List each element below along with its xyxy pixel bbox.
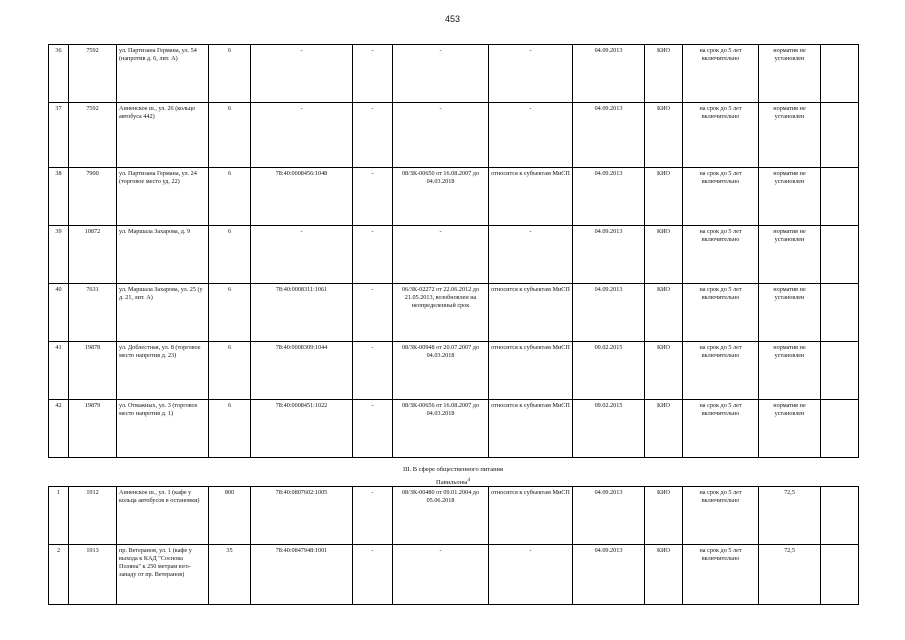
cell-id: 1912 [69, 487, 117, 545]
cell-area: 6 [209, 400, 251, 458]
cell-area: 35 [209, 545, 251, 605]
cell-norm: норматив не установлен [759, 400, 821, 458]
cell-extra [821, 342, 859, 400]
cell-num: 36 [49, 45, 69, 103]
cell-address: Анненское ш., ул. 1 (кафе у кольца автобусов в остановки) [117, 487, 209, 545]
table-row [49, 545, 859, 605]
cell-norm: норматив не установлен [759, 226, 821, 284]
cell-term: на срок до 5 лет включительно [683, 226, 759, 284]
cell-id: 7631 [69, 284, 117, 342]
cell-area: 6 [209, 226, 251, 284]
cell-contract: 08/ЗК-00650 от 16.08.2007 до 04.03.2018 [393, 168, 489, 226]
cell-type: КИО [645, 284, 683, 342]
cell-col6: - [353, 342, 393, 400]
cell-col6: - [353, 400, 393, 458]
cell-num: 39 [49, 226, 69, 284]
cell-date: 09.02.2015 [573, 400, 645, 458]
cell-date: 04.09.2013 [573, 45, 645, 103]
cell-term: на срок до 5 лет включительно [683, 487, 759, 545]
table-row [49, 45, 859, 103]
cell-num: 1 [49, 487, 69, 545]
cell-type: КИО [645, 400, 683, 458]
cell-contract: - [393, 545, 489, 605]
cell-term: на срок до 5 лет включительно [683, 45, 759, 103]
table-row [49, 284, 859, 342]
cell-status: относится к субъектам МиСП [489, 168, 573, 226]
cell-address: ул. Партизана Германа, ул. 54 (напротив д. 6, лит. А) [117, 45, 209, 103]
cell-contract: 08/ЗК-00656 от 16.08.2007 до 04.03.2018 [393, 400, 489, 458]
registry-table-bottom [48, 486, 859, 605]
cell-status: относится к субъектам МиСП [489, 487, 573, 545]
table-row [49, 168, 859, 226]
cell-contract: 08/ЗК-00948 от 20.07.2007 до 04.03.2018 [393, 342, 489, 400]
cell-extra [821, 226, 859, 284]
cell-type: КИО [645, 342, 683, 400]
cell-area: 6 [209, 284, 251, 342]
cell-address: ул. Доблестная, ул. 8 (торговое место напротив д. 23) [117, 342, 209, 400]
cell-term: на срок до 5 лет включительно [683, 400, 759, 458]
cell-id: 19878 [69, 342, 117, 400]
cell-date: 04.09.2013 [573, 545, 645, 605]
cell-status: - [489, 45, 573, 103]
cell-col6: - [353, 45, 393, 103]
cell-address: ул. Партизана Германа, ул. 24 (торговое место уд. 22) [117, 168, 209, 226]
cell-type: КИО [645, 545, 683, 605]
cell-area: 6 [209, 342, 251, 400]
cell-id: 7592 [69, 103, 117, 168]
cell-type: КИО [645, 226, 683, 284]
cell-num: 2 [49, 545, 69, 605]
cell-extra [821, 45, 859, 103]
cell-contract: - [393, 45, 489, 103]
cell-contract: 08/ЗК-00480 от 09.01.2004 до 05.06.2018 [393, 487, 489, 545]
cell-contract: - [393, 103, 489, 168]
cell-cadastral: 78:40:0008456:1048 [251, 168, 353, 226]
cell-num: 37 [49, 103, 69, 168]
cell-id: 7900 [69, 168, 117, 226]
cell-term: на срок до 5 лет включительно [683, 168, 759, 226]
cell-id: 10872 [69, 226, 117, 284]
cell-id: 19879 [69, 400, 117, 458]
cell-col6: - [353, 487, 393, 545]
cell-norm: норматив не установлен [759, 103, 821, 168]
cell-date: 09.02.2015 [573, 342, 645, 400]
cell-col6: - [353, 103, 393, 168]
cell-address: ул. Маршала Захарова, д. 9 [117, 226, 209, 284]
cell-cadastral: 78:40:0008451:1022 [251, 400, 353, 458]
cell-date: 04.09.2013 [573, 103, 645, 168]
cell-status: относится к субъектам МиСП [489, 284, 573, 342]
cell-address: пр. Ветеранов, ул. 1 (кафе у выхода к КАД "Соснова Поляна" к 250 метрам юго-западу от пр. Ветеранов) [117, 545, 209, 605]
registry-table-top [48, 44, 859, 458]
cell-date: 04.09.2013 [573, 284, 645, 342]
cell-num: 40 [49, 284, 69, 342]
cell-term: на срок до 5 лет включительно [683, 284, 759, 342]
cell-id: 7592 [69, 45, 117, 103]
cell-col6: - [353, 168, 393, 226]
cell-contract: 06/ЗК-02272 от 22.06.2012 до 21.05.2013, возобновлен на неопределенный срок [393, 284, 489, 342]
cell-type: КИО [645, 45, 683, 103]
cell-num: 41 [49, 342, 69, 400]
section-subheading: Павильоны$^4$ [436, 478, 470, 487]
cell-cadastral: 78:40:0008309:1044 [251, 342, 353, 400]
cell-date: 04.09.2013 [573, 226, 645, 284]
cell-date: 04.09.2013 [573, 168, 645, 226]
cell-contract: - [393, 226, 489, 284]
cell-norm: норматив не установлен [759, 168, 821, 226]
page-number: 453 [444, 14, 461, 24]
cell-extra [821, 487, 859, 545]
cell-status: - [489, 226, 573, 284]
cell-norm: 72,5 [759, 487, 821, 545]
cell-cadastral: - [251, 103, 353, 168]
cell-col6: - [353, 545, 393, 605]
cell-status: относится к субъектам МиСП [489, 400, 573, 458]
cell-num: 42 [49, 400, 69, 458]
table-row [49, 487, 859, 545]
cell-area: 6 [209, 103, 251, 168]
cell-col6: - [353, 226, 393, 284]
cell-area: 6 [209, 168, 251, 226]
cell-norm: 72,5 [759, 545, 821, 605]
cell-area: 6 [209, 45, 251, 103]
cell-extra [821, 400, 859, 458]
cell-extra [821, 545, 859, 605]
table-row [49, 226, 859, 284]
cell-address: Анненское ш., ул. 26 (кольцо автобуса 442) [117, 103, 209, 168]
cell-extra [821, 168, 859, 226]
cell-type: КИО [645, 487, 683, 545]
cell-num: 38 [49, 168, 69, 226]
cell-cadastral: 78:40:0008311:1061 [251, 284, 353, 342]
cell-extra [821, 103, 859, 168]
cell-address: ул. Маршала Захарова, ул. 25 (у д. 21, лит. А) [117, 284, 209, 342]
table-row [49, 103, 859, 168]
cell-cadastral: 78:40:0807602:1005 [251, 487, 353, 545]
table-row [49, 400, 859, 458]
cell-extra [821, 284, 859, 342]
cell-norm: норматив не установлен [759, 284, 821, 342]
cell-cadastral: - [251, 226, 353, 284]
cell-address: ул. Отважных, ул. 3 (торговое место напротив д. 1) [117, 400, 209, 458]
cell-id: 1913 [69, 545, 117, 605]
cell-term: на срок до 5 лет включительно [683, 342, 759, 400]
cell-norm: норматив не установлен [759, 342, 821, 400]
cell-term: на срок до 5 лет включительно [683, 545, 759, 605]
cell-area: 800 [209, 487, 251, 545]
cell-status: относится к субъектам МиСП [489, 342, 573, 400]
cell-norm: норматив не установлен [759, 45, 821, 103]
cell-cadastral: - [251, 45, 353, 103]
section-heading: III. В сфере общественного питания [402, 466, 504, 473]
cell-status: - [489, 545, 573, 605]
cell-col6: - [353, 284, 393, 342]
cell-type: КИО [645, 103, 683, 168]
cell-type: КИО [645, 168, 683, 226]
cell-cadastral: 78:40:0847948:1001 [251, 545, 353, 605]
cell-status: - [489, 103, 573, 168]
cell-date: 04.09.2013 [573, 487, 645, 545]
cell-term: на срок до 5 лет включительно [683, 103, 759, 168]
table-row [49, 342, 859, 400]
